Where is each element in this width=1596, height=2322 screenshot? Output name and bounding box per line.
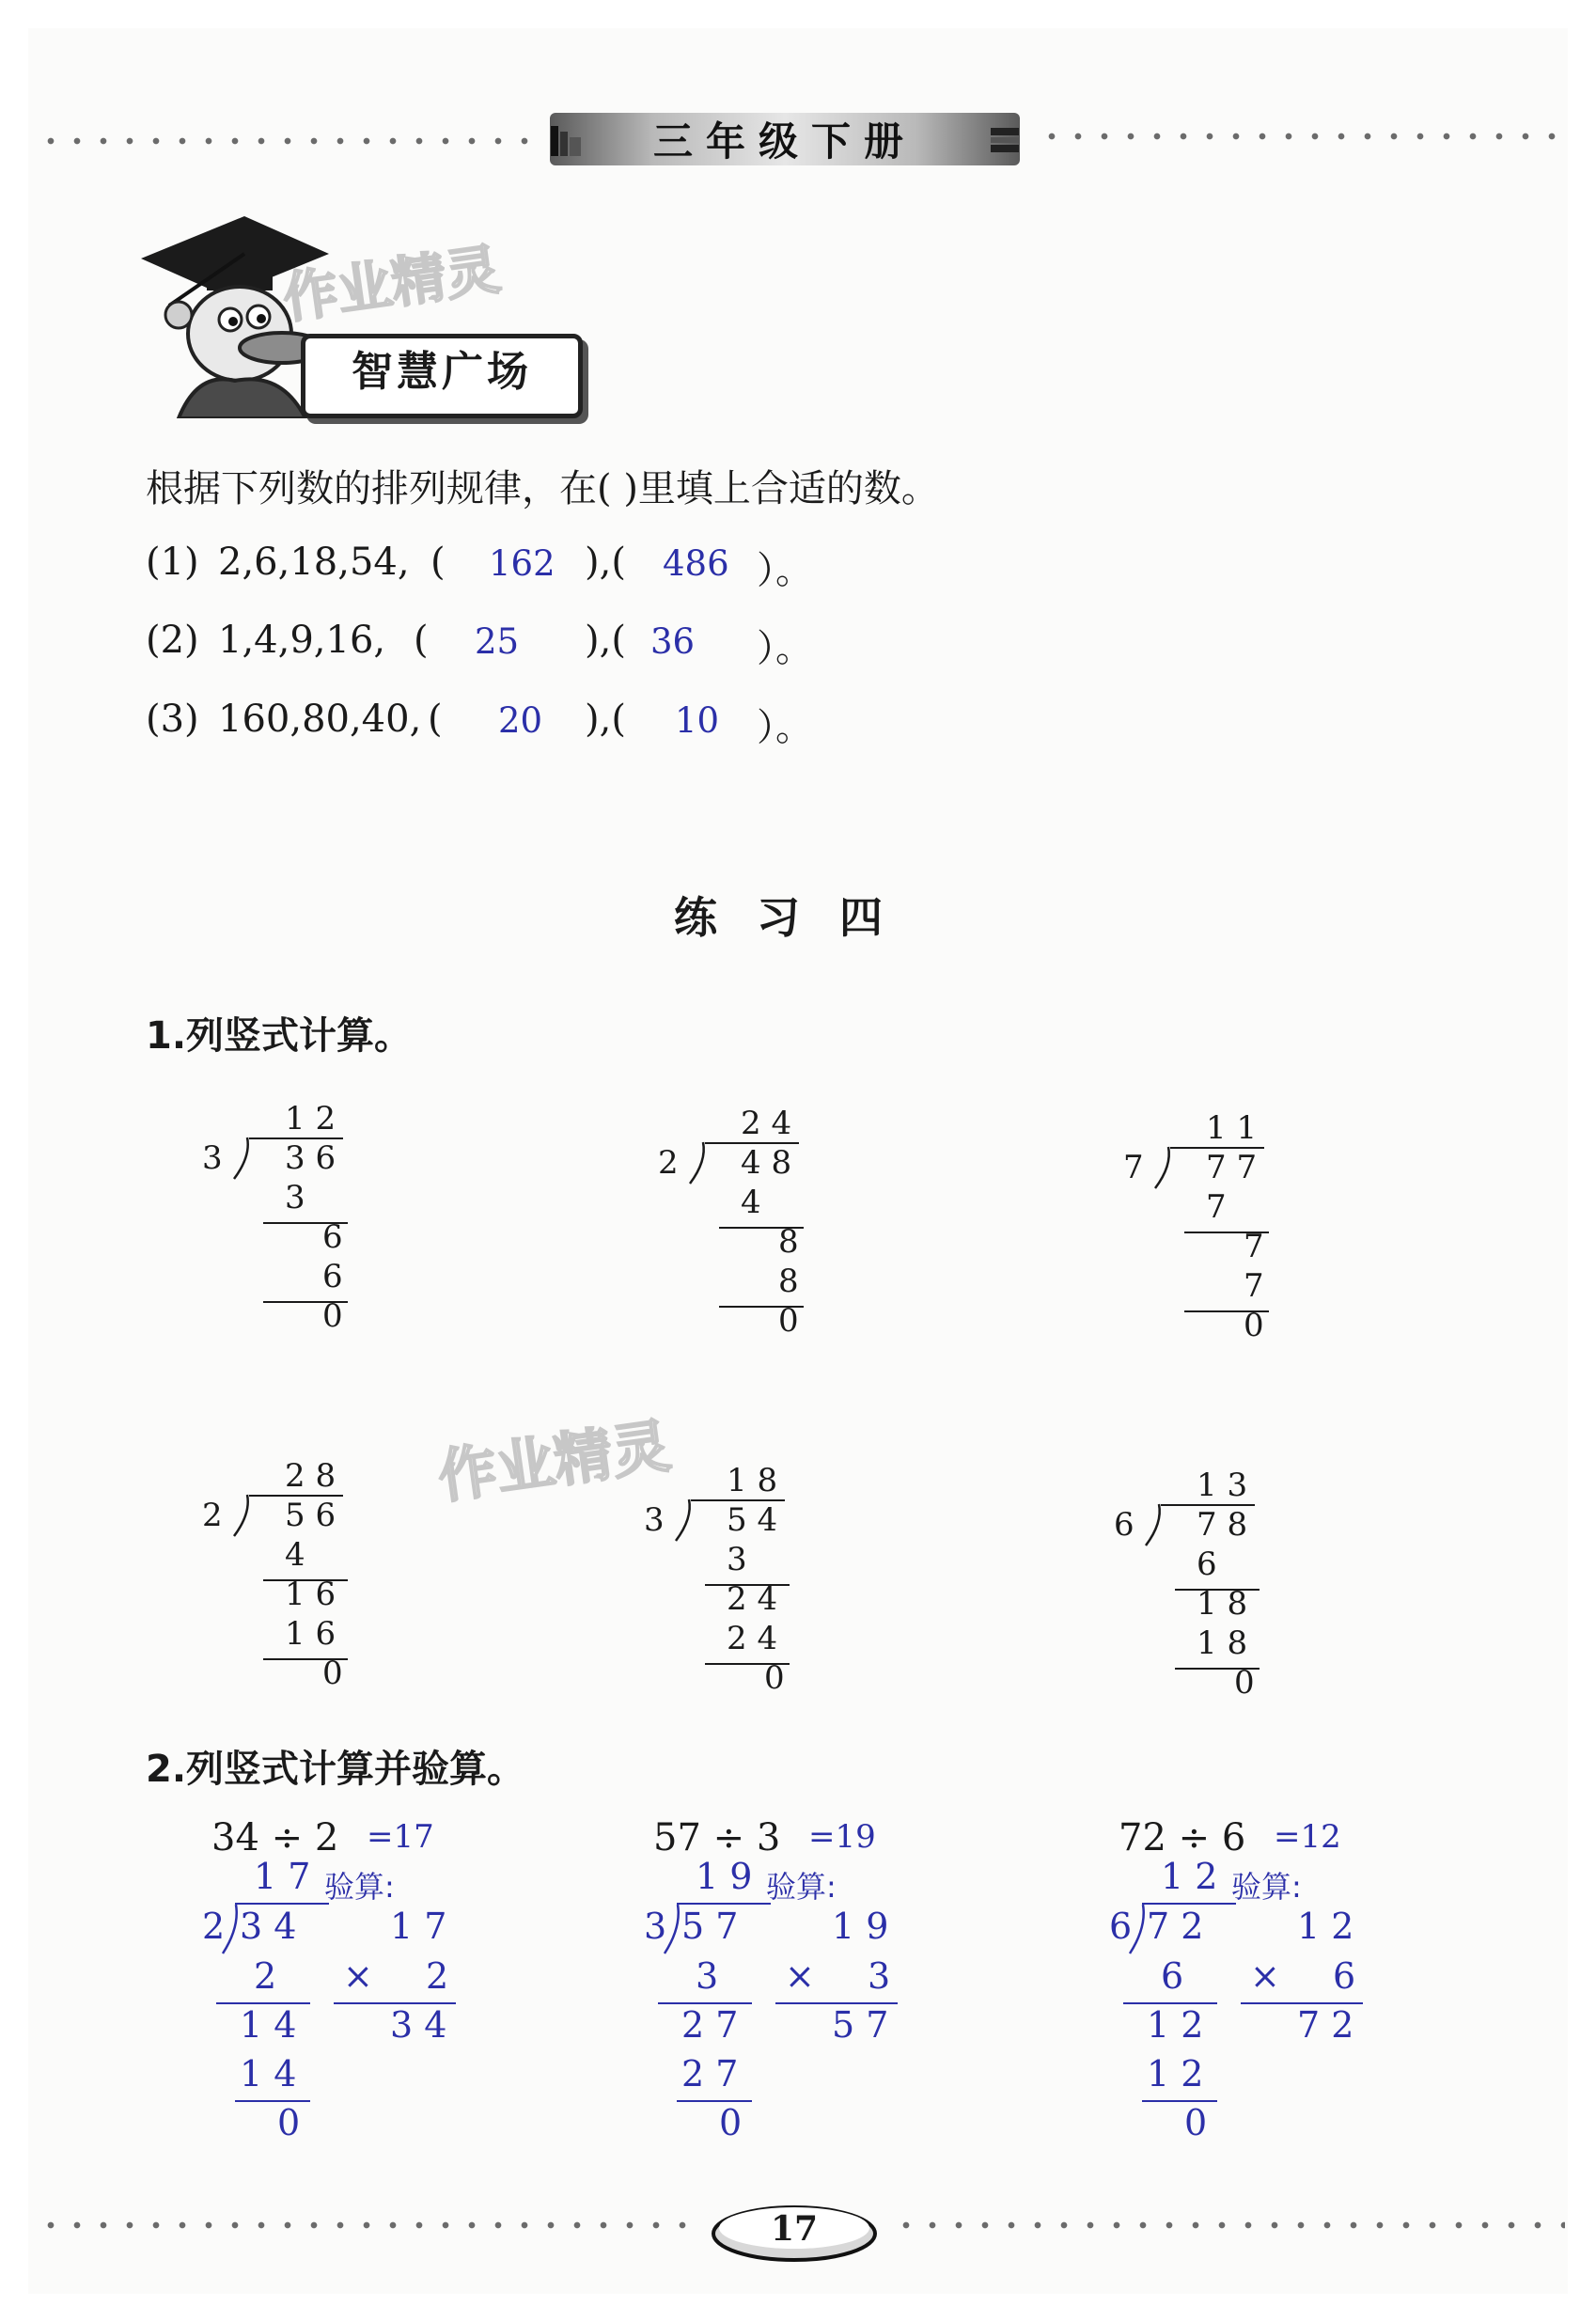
division-bracket [1142,1502,1170,1547]
pattern-answer-2: 10 [675,700,720,741]
dividend: 7 2 [1147,1906,1204,1947]
pattern-close-paren-2: ）。 [757,549,813,592]
check-a: 1 2 [1297,1906,1354,1947]
header-dots-right [1039,132,1565,141]
result: =17 [367,1818,434,1856]
step-0: 7 [1206,1188,1227,1226]
step-3: 0 [1244,1307,1264,1344]
quotient: 2 8 [285,1457,336,1495]
division-bracket [1151,1145,1180,1190]
step-2: 7 [1244,1267,1264,1305]
divisor: 2 [202,1906,226,1947]
pattern-open-paren-1: ( [430,541,446,584]
pattern-item-sequence: 160,80,40, [218,698,422,741]
divisor: 2 [202,1497,223,1534]
step-2: 6 [322,1258,343,1295]
quotient: 1 9 [696,1856,753,1897]
check-b: 3 [868,1955,891,1997]
check-b: 6 [1333,1955,1356,1997]
pattern-close-paren-2: ）。 [757,706,813,749]
division-bracket [686,1140,714,1185]
expression: 57 ÷ 3 [653,1816,781,1859]
header-title: 三年级下册 [652,118,916,165]
step-2: 2 7 [681,2053,739,2095]
pattern-answer-1: 162 [489,543,555,584]
check-a: 1 9 [832,1906,889,1947]
question-1-label: 1.列竖式计算。 [146,1014,413,1058]
result: =19 [808,1818,876,1856]
divisor: 6 [1109,1906,1133,1947]
check-product: 7 2 [1297,2004,1354,2046]
check-label: 验算: [324,1869,395,1905]
dividend: 7 8 [1197,1506,1248,1544]
step-0: 3 [696,1955,719,1997]
divisor: 6 [1114,1506,1134,1544]
division-bracket [672,1498,700,1543]
header-dots-left [38,136,531,146]
check-label: 验算: [1231,1869,1302,1905]
step-2: 2 4 [727,1620,778,1657]
step-0: 4 [285,1536,305,1574]
step-1: 1 8 [1197,1585,1248,1623]
step-1: 1 4 [240,2004,297,2046]
step-3: 0 [719,2102,743,2143]
check-op: × [1250,1955,1280,1997]
step-0: 6 [1161,1955,1184,1997]
quotient: 1 2 [285,1100,336,1137]
pattern-open-paren-1: ( [414,619,429,662]
check-op: × [343,1955,373,1997]
pattern-close-paren-2: ）。 [757,627,813,670]
step-1: 7 [1244,1228,1264,1265]
divisor: 3 [644,1501,665,1539]
division-bracket [230,1136,258,1181]
check-product: 5 7 [832,2004,889,2046]
pattern-open-paren-1: ( [428,698,443,741]
step-3: 0 [1184,2102,1208,2143]
step-1: 1 2 [1147,2004,1204,2046]
step-2: 1 6 [285,1615,336,1653]
divisor: 3 [202,1139,223,1177]
expression: 34 ÷ 2 [211,1816,339,1859]
dividend: 5 6 [285,1497,336,1534]
step-0: 6 [1197,1545,1217,1583]
quotient: 1 2 [1161,1856,1218,1897]
pattern-close-paren-1: ),( [585,698,626,741]
dividend: 4 8 [741,1144,792,1182]
step-2: 1 8 [1197,1624,1248,1662]
watermark-2: 作业精灵 [433,1411,675,1512]
check-product: 3 4 [390,2004,447,2046]
dividend: 3 4 [240,1906,297,1947]
section-label: 智慧广场 [352,348,532,396]
step-0: 3 [727,1541,747,1578]
watermark: 作业精灵 [279,237,505,331]
pattern-item-sequence: 1,4,9,16, [218,619,386,662]
book-icon [987,120,1025,158]
step-1: 2 4 [727,1580,778,1618]
check-b: 2 [426,1955,449,1997]
dividend: 5 7 [681,1906,739,1947]
division-bar [677,1903,771,1905]
quotient: 1 8 [727,1462,778,1499]
dividend: 5 4 [727,1501,778,1539]
question-2-label: 2.列竖式计算并验算。 [146,1748,525,1791]
pattern-item-number: (2) [146,619,199,662]
pattern-answer-2: 36 [650,621,696,662]
step-3: 0 [778,1302,799,1340]
exercise-title: 练习四 [674,892,922,943]
step-3: 0 [764,1659,785,1697]
pattern-answer-1: 25 [475,621,520,662]
step-1: 1 6 [285,1576,336,1613]
pattern-close-paren-1: ),( [585,541,626,584]
pattern-answer-2: 486 [663,543,729,584]
pattern-item-number: (1) [146,541,199,584]
pattern-close-paren-1: ),( [585,619,626,662]
step-3: 0 [277,2102,301,2143]
pattern-item-number: (3) [146,698,199,741]
expression: 72 ÷ 6 [1119,1816,1246,1859]
step-0: 4 [741,1184,761,1221]
step-3: 0 [1234,1664,1255,1702]
result: =12 [1274,1818,1341,1856]
divisor: 2 [658,1144,679,1182]
step-0: 3 [285,1179,305,1216]
step-3: 0 [322,1297,343,1335]
divisor: 3 [644,1906,667,1947]
step-2: 1 4 [240,2053,297,2095]
section-label-box [301,334,583,418]
check-op: × [785,1955,815,1997]
quotient: 1 1 [1206,1109,1258,1147]
division-bar [235,1903,329,1905]
division-bracket [230,1493,258,1538]
dividend: 7 7 [1206,1149,1258,1186]
pattern-answer-1: 20 [498,700,543,741]
page-number: 17 [770,2209,819,2249]
pattern-instruction: 根据下列数的排列规律，在( )里填上合适的数。 [146,467,939,510]
quotient: 1 3 [1197,1467,1248,1504]
quotient: 2 4 [741,1105,792,1142]
step-2: 1 2 [1147,2053,1204,2095]
check-a: 1 7 [390,1906,447,1947]
dividend: 3 6 [285,1139,336,1177]
footer-dots-left [38,2220,696,2230]
step-2: 8 [778,1263,799,1300]
pattern-item-sequence: 2,6,18,54, [218,541,410,584]
check-label: 验算: [766,1869,837,1905]
divisor: 7 [1123,1149,1144,1186]
step-3: 0 [322,1655,343,1692]
step-0: 2 [254,1955,277,1997]
step-1: 8 [778,1223,799,1261]
step-1: 2 7 [681,2004,739,2046]
step-1: 6 [322,1218,343,1256]
footer-dots-right [893,2220,1565,2230]
division-bar [1142,1903,1236,1905]
quotient: 1 7 [254,1856,311,1897]
